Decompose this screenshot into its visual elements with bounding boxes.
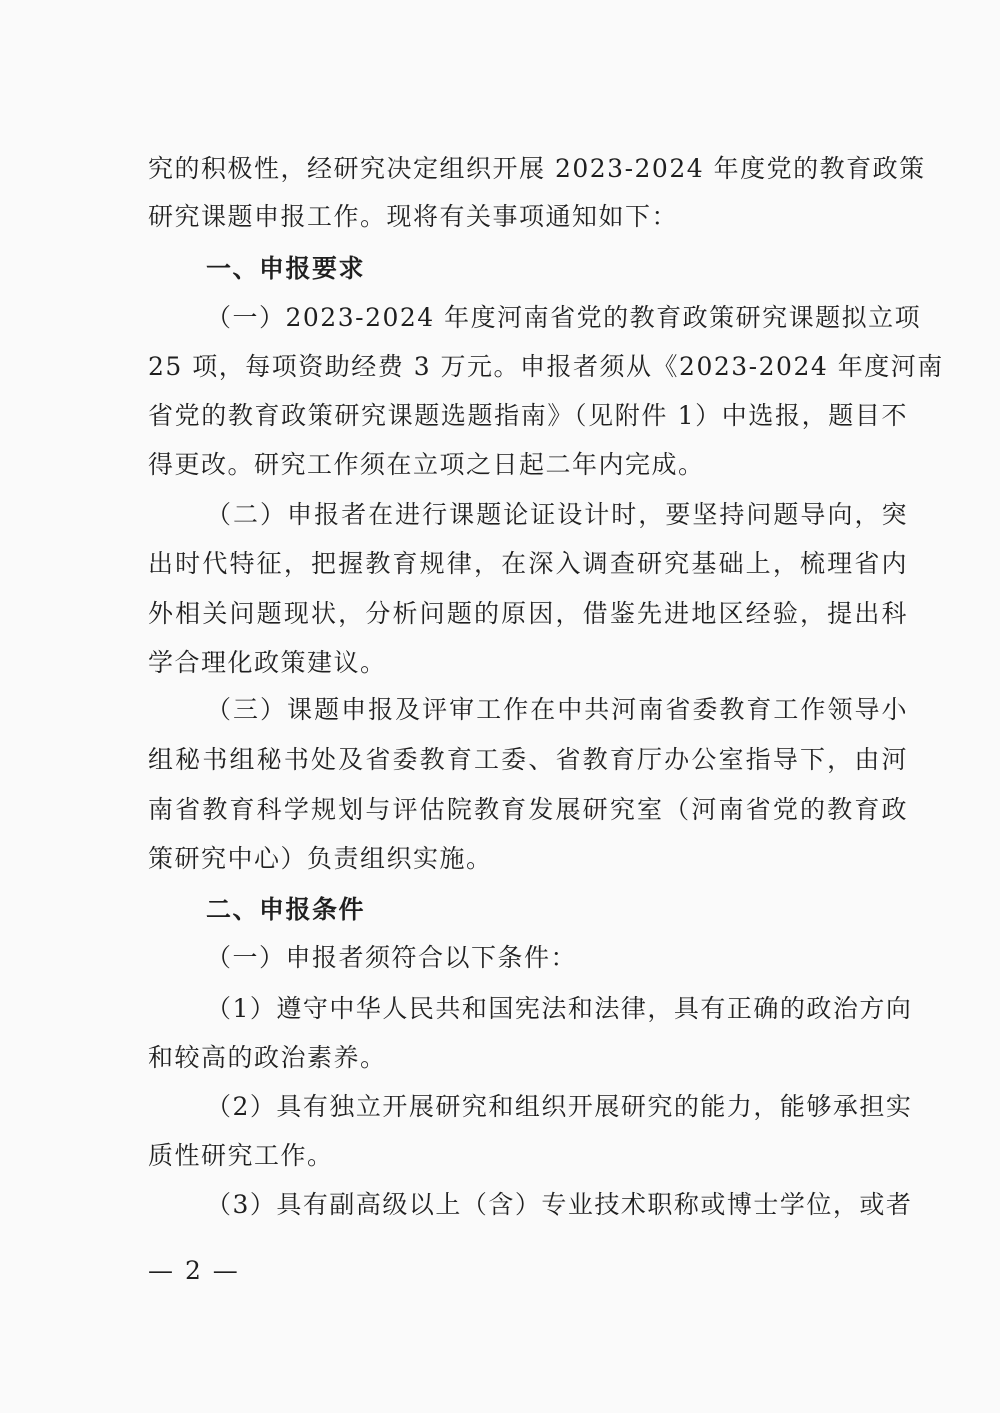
body-text-line: 25 项，每项资助经费 3 万元。申报者须从《2023-2024 年度河南 — [148, 352, 944, 381]
body-text-line: （二）申报者在进行课题论证设计时，要坚持问题导向，突 — [206, 500, 908, 529]
body-text-line: （一）申报者须符合以下条件： — [206, 943, 578, 972]
body-text-line: 研究课题申报工作。现将有关事项通知如下： — [148, 202, 679, 231]
section-heading-conditions: 二、申报条件 — [206, 895, 366, 924]
body-text-line: 南省教育科学规划与评估院教育发展研究室（河南省党的教育政 — [148, 795, 908, 824]
body-text-line: 究的积极性，经研究决定组织开展 2023-2024 年度党的教育政策 — [148, 154, 926, 183]
body-text-line: 和较高的政治素养。 — [148, 1043, 387, 1072]
body-text-line: 得更改。研究工作须在立项之日起二年内完成。 — [148, 450, 705, 479]
body-text-line: 外相关问题现状，分析问题的原因，借鉴先进地区经验，提出科 — [148, 599, 908, 628]
body-text-line: 组秘书组秘书处及省委教育工委、省教育厅办公室指导下，由河 — [148, 745, 908, 774]
body-text-line: （2）具有独立开展研究和组织开展研究的能力，能够承担实 — [206, 1092, 913, 1121]
page-number: — 2 — — [148, 1256, 240, 1285]
body-text-line: （三）课题申报及评审工作在中共河南省委教育工作领导小 — [206, 695, 908, 724]
body-text-line: 省党的教育政策研究课题选题指南》（见附件 1）中选报，题目不 — [148, 401, 908, 430]
body-text-line: 学合理化政策建议。 — [148, 648, 387, 677]
body-text-line: （3）具有副高级以上（含）专业技术职称或博士学位，或者 — [206, 1190, 913, 1219]
body-text-line: （一）2023-2024 年度河南省党的教育政策研究课题拟立项 — [206, 303, 922, 332]
body-text-line: 出时代特征，把握教育规律，在深入调查研究基础上，梳理省内 — [148, 549, 908, 578]
body-text-line: （1）遵守中华人民共和国宪法和法律，具有正确的政治方向 — [206, 994, 913, 1023]
body-text-line: 质性研究工作。 — [148, 1141, 334, 1170]
section-heading-requirements: 一、申报要求 — [206, 254, 366, 283]
body-text-line: 策研究中心）负责组织实施。 — [148, 844, 493, 873]
